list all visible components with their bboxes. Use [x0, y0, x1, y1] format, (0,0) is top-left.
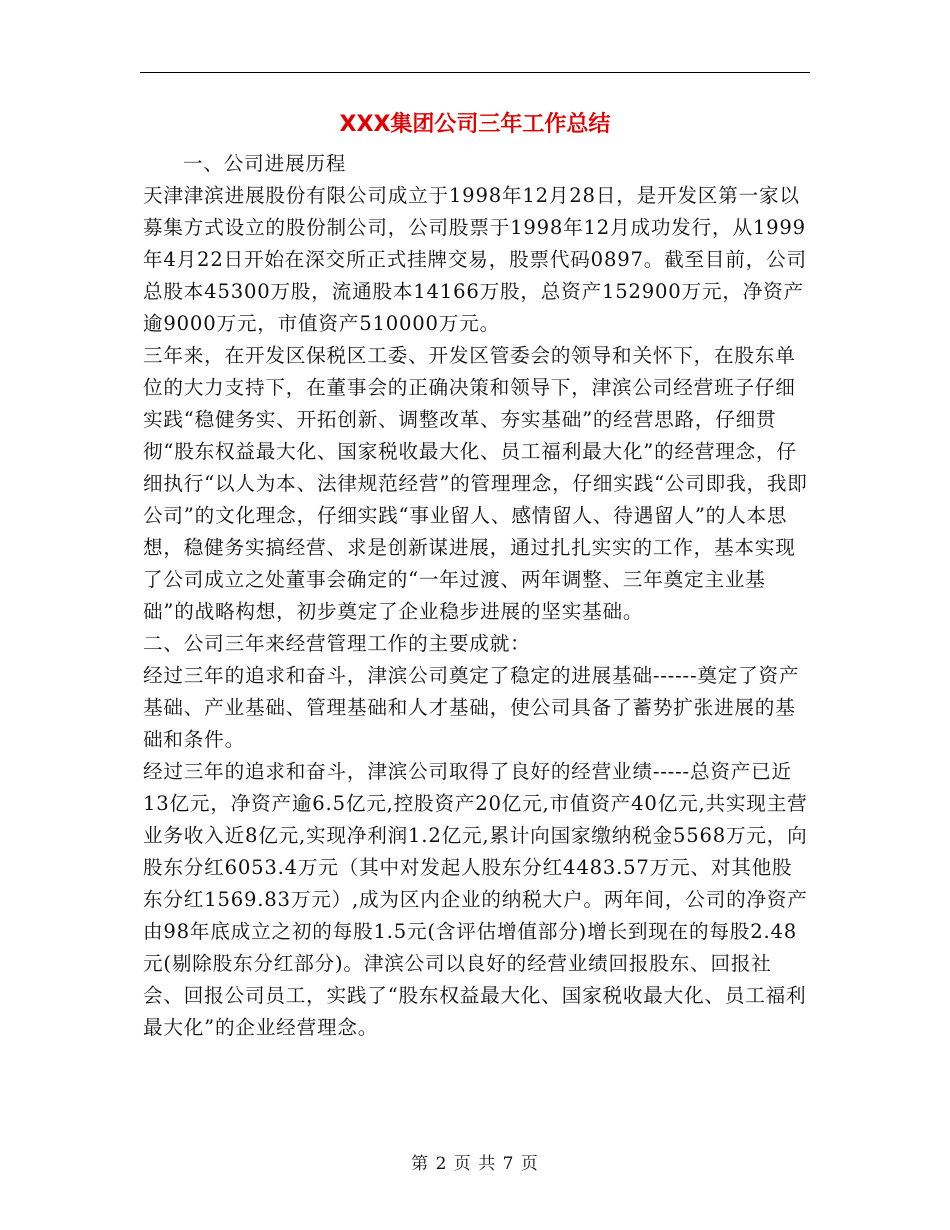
paragraph-foundation: 经过三年的追求和奋斗，津滨公司奠定了稳定的进展基础------奠定了资产基础、产业基础、管理基础和人才基础，使公司具备了蓄势扩张进展的基础和条件。: [143, 664, 800, 751]
paragraph-performance: 经过三年的追求和奋斗，津滨公司取得了良好的经营业绩-----总资产已近13亿元，净资产逾6.5亿元,控股资产20亿元,市值资产40亿元,共实现主营业务收入近8亿元,实现净利润1.2亿元,累计向国家缴纳税金5568万元，向股东分红6053.4万元（其中对发起人股东分红4483.57万元、对其他股东分红1569.83万元）,成为区内企业的纳税大户。两年间，公司的净资产由98年底成立之初的每股1.5元(含评估增值部分)增长到现在的每股2.48元(剔除股东分红部分)。津滨公司以良好的经营业绩回报股东、回报社会、回报公司员工，实践了“股东权益最大化、国家税收最大化、员工福利最大化”的企业经营理念。: [143, 760, 808, 1039]
document-body: [143, 148, 810, 1044]
paragraph-company-intro: 天津津滨进展股份有限公司成立于1998年12月28日，是开发区第一家以募集方式设立的股份制公司，公司股票于1998年12月成功发行，从1999年4月22日开始在深交所正式挂牌交易，股票代码0897。截至目前，公司总股本45300万股，流通股本14166万股，总资产152900万元，净资产逾9000万元，市值资产510000万元。: [143, 184, 807, 335]
document-title: XXX集团公司三年工作总结: [339, 112, 611, 137]
paragraph-three-years: 三年来，在开发区保税区工委、开发区管委会的领导和关怀下，在股东单位的大力支持下，在董事会的正确决策和领导下，津滨公司经营班子仔细实践“稳健务实、开拓创新、调整改革、夯实基础”的经营思路，仔细贯彻“股东权益最大化、国家税收最大化、员工福利最大化”的经营理念，仔细执行“以人为本、法律规范经营”的管理理念，仔细实践“公司即我，我即公司”的文化理念，仔细实践“事业留人、感情留人、待遇留人”的人本思想，稳健务实搞经营、求是创新谋进展，通过扎扎实实的工作，基本实现了公司成立之处董事会确定的“一年过渡、两年调整、三年奠定主业基础”的战略构想，初步奠定了企业稳步进展的坚实基础。: [143, 344, 808, 623]
section-heading-history: 一、公司进展历程: [183, 152, 347, 175]
section-heading-achievements: 二、公司三年来经营管理工作的主要成就：: [143, 632, 531, 655]
page-number-footer: 第 2 页 共 7 页: [411, 1154, 539, 1174]
header-rule: [140, 72, 810, 73]
